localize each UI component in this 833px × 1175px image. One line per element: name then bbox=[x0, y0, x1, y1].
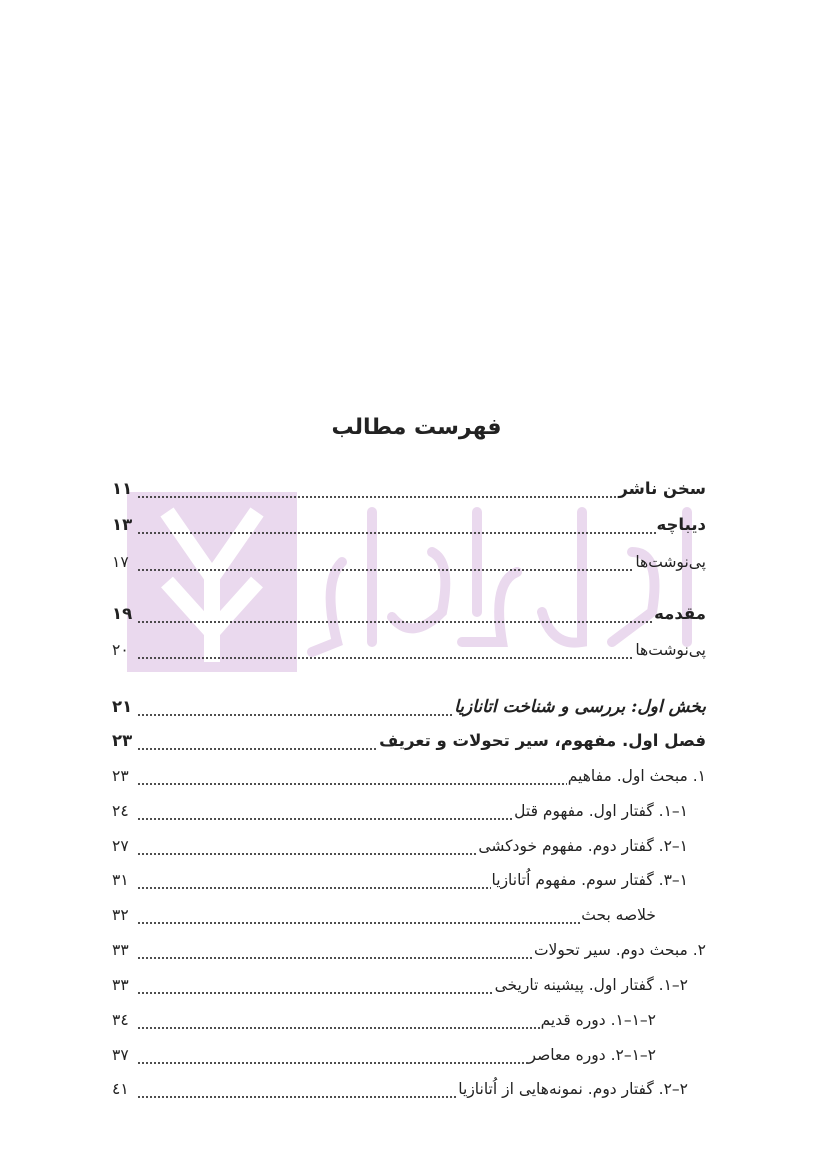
dot-leader bbox=[137, 939, 533, 961]
toc-entry[interactable] bbox=[112, 595, 706, 625]
toc-entry-page-number: ۱۱ bbox=[112, 479, 133, 498]
toc-entry-label: ۲–۱. گفتار اول. پیشینه تاریخی bbox=[494, 976, 688, 994]
toc-entry-label: ۲–۱–۲. دوره معاصر bbox=[528, 1046, 656, 1064]
toc-entry-page-number: ۲۰ bbox=[112, 641, 129, 659]
toc-entry-page-number: ۳٤ bbox=[112, 1011, 129, 1029]
dot-leader bbox=[137, 551, 634, 573]
toc-entry[interactable] bbox=[112, 631, 706, 661]
toc-entry-page-number: ۱۹ bbox=[112, 604, 133, 623]
toc-entry-page-number: ۱۷ bbox=[112, 553, 129, 571]
toc-entry[interactable] bbox=[112, 757, 706, 787]
toc-entry-label: مقدمه bbox=[654, 604, 706, 623]
toc-entry-label: ۱–۳. گفتار سوم. مفهوم اُتانازیا bbox=[491, 871, 688, 889]
toc-entry-label: ۱. مبحث اول. مفاهیم bbox=[567, 767, 706, 785]
dot-leader bbox=[137, 639, 634, 661]
page-title: فهرست مطالب bbox=[331, 415, 502, 440]
dot-leader bbox=[137, 765, 567, 787]
toc-entry[interactable] bbox=[112, 470, 706, 500]
toc-entry[interactable] bbox=[112, 1070, 706, 1100]
toc-entry-page-number: ۲٤ bbox=[112, 802, 129, 820]
toc-entry-label: پی‌نوشت‌ها bbox=[635, 641, 706, 659]
toc-entry-page-number: ۳۱ bbox=[112, 871, 129, 889]
toc-entry-page-number: ۳۳ bbox=[112, 976, 129, 994]
toc-entry-label: ۲. مبحث دوم. سیر تحولات bbox=[533, 941, 706, 959]
toc-entry-label: دیباچه bbox=[656, 515, 706, 534]
toc-entry-label: ۲–۲. گفتار دوم. نمونه‌هایی از اُتانازیا bbox=[458, 1080, 688, 1098]
toc-entry[interactable] bbox=[112, 1036, 706, 1066]
dot-leader bbox=[137, 1044, 528, 1066]
toc-entry[interactable] bbox=[112, 688, 706, 718]
toc-entry-page-number: ۳۲ bbox=[112, 906, 129, 924]
dot-leader bbox=[137, 603, 653, 625]
toc-entry[interactable] bbox=[112, 543, 706, 573]
toc-entry-label: ۲–۱–۱. دوره قدیم bbox=[540, 1011, 656, 1029]
toc-entry-page-number: ۳۷ bbox=[112, 1046, 129, 1064]
toc-entry[interactable] bbox=[112, 931, 706, 961]
dot-leader bbox=[137, 696, 453, 718]
toc-entry-label: فصل اول. مفهوم، سیر تحولات و تعریف bbox=[379, 731, 706, 750]
toc-entry-page-number: ۳۳ bbox=[112, 941, 129, 959]
dot-leader bbox=[137, 800, 513, 822]
toc-entry-label: سخن ناشر bbox=[618, 479, 706, 498]
toc-entry[interactable] bbox=[112, 722, 706, 752]
dot-leader bbox=[137, 478, 617, 500]
toc-entry-label: بخش اول: بررسی و شناخت اتانازیا bbox=[454, 697, 706, 717]
dot-leader bbox=[137, 1078, 457, 1100]
toc-entry[interactable] bbox=[112, 966, 706, 996]
toc-entry[interactable] bbox=[112, 827, 706, 857]
toc-entry[interactable] bbox=[112, 792, 706, 822]
toc-entry[interactable] bbox=[112, 506, 706, 536]
toc-entry[interactable] bbox=[112, 861, 706, 891]
toc-entry-label: ۱–۱. گفتار اول. مفهوم قتل bbox=[514, 802, 688, 820]
toc-entry[interactable] bbox=[112, 1001, 706, 1031]
dot-leader bbox=[137, 1009, 540, 1031]
toc-entry-label: پی‌نوشت‌ها bbox=[635, 553, 706, 571]
dot-leader bbox=[137, 974, 494, 996]
dot-leader bbox=[137, 904, 580, 926]
toc-entry-page-number: ۲۷ bbox=[112, 837, 129, 855]
toc-entry-page-number: ۲۳ bbox=[112, 767, 129, 785]
toc-entry[interactable] bbox=[112, 896, 706, 926]
toc-entry-label: خلاصه بحث bbox=[581, 906, 656, 924]
toc-entry-page-number: ۲۱ bbox=[112, 697, 133, 716]
dot-leader bbox=[137, 514, 656, 536]
toc-entry-page-number: ۱۳ bbox=[112, 515, 133, 534]
toc-entry-label: ۱–۲. گفتار دوم. مفهوم خودکشی bbox=[478, 837, 688, 855]
dot-leader bbox=[137, 835, 477, 857]
dot-leader bbox=[137, 730, 378, 752]
dot-leader bbox=[137, 869, 491, 891]
toc-entry-page-number: ۲۳ bbox=[112, 731, 133, 750]
toc-entry-page-number: ٤۱ bbox=[112, 1080, 129, 1098]
